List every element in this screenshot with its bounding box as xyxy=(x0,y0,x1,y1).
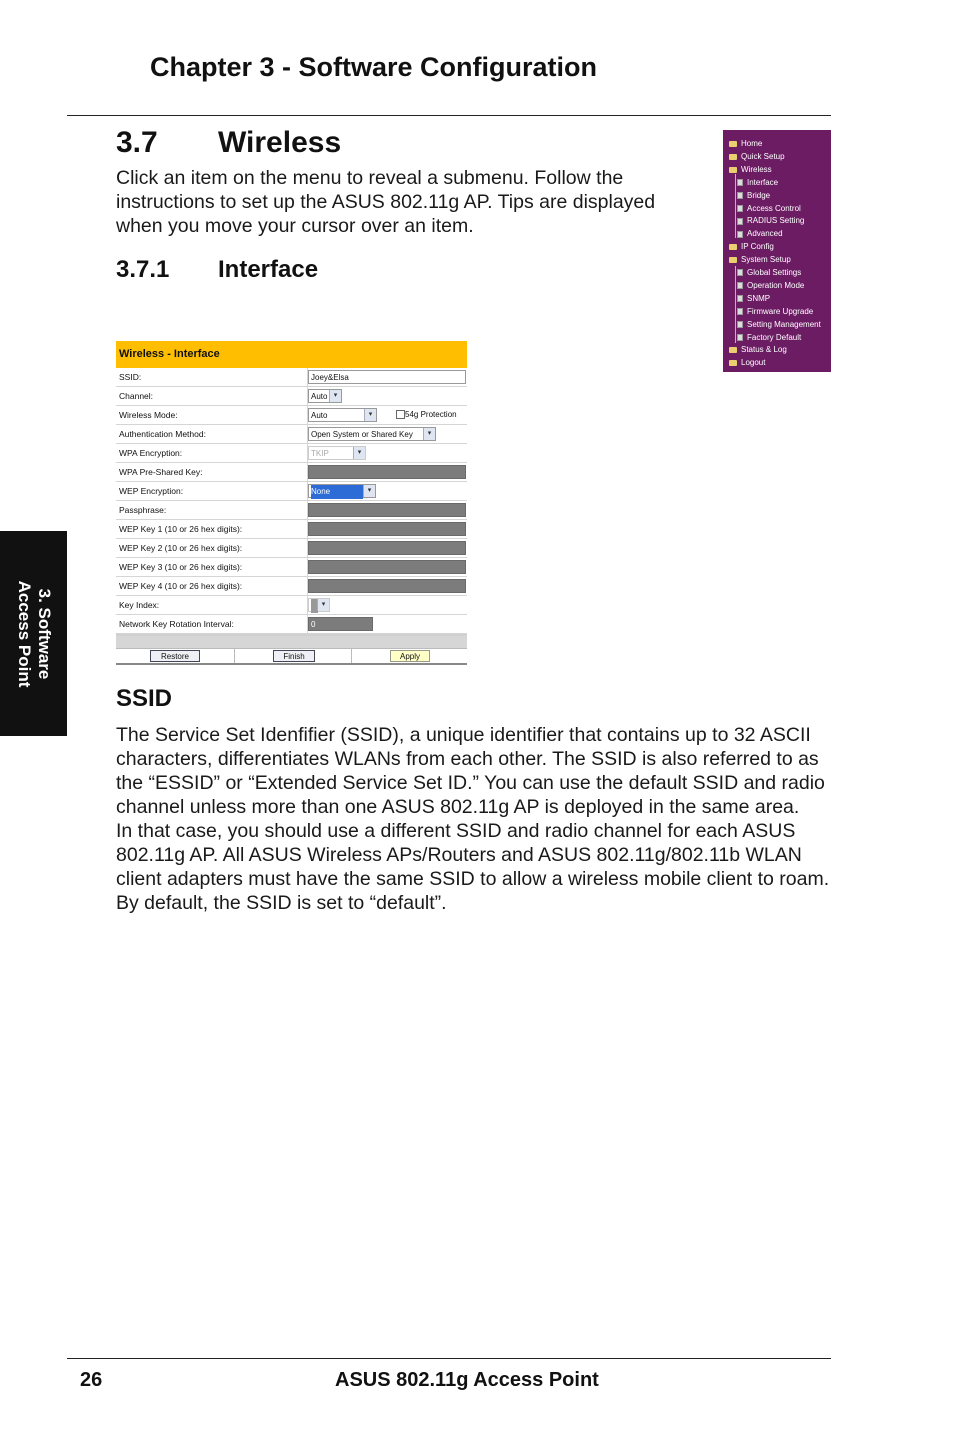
disabled-input[interactable] xyxy=(308,579,466,593)
menu-item[interactable] xyxy=(729,356,765,369)
form-row xyxy=(116,387,467,406)
page-icon xyxy=(737,218,743,225)
button-separator xyxy=(234,649,235,663)
form-row xyxy=(116,596,467,615)
menu-item-label: Wireless xyxy=(741,164,772,174)
field-value: None xyxy=(311,485,363,499)
folder-icon xyxy=(729,244,737,250)
menu-item-label: Home xyxy=(741,139,763,148)
field-label: Network Key Rotation Interval: xyxy=(119,619,234,629)
form-title: Wireless - Interface xyxy=(119,348,220,360)
restore-button[interactable]: Restore xyxy=(150,650,200,662)
form-row xyxy=(116,539,467,558)
chevron-down-icon: ▾ xyxy=(363,485,375,497)
intro-line: Click an item on the menu to reveal a submenu. Follow the xyxy=(116,167,624,189)
field-label: WEP Key 4 (10 or 26 hex digits): xyxy=(119,581,243,591)
ssid-paragraph xyxy=(116,723,829,915)
field-label: WEP Key 1 (10 or 26 hex digits): xyxy=(119,524,243,534)
ssid-line: In that case, you should use a different SSID and radio channel for each ASUS xyxy=(116,820,796,842)
protection-label: 54g Protection xyxy=(405,410,457,419)
subsection-number: 3.7.1 xyxy=(116,256,170,283)
folder-icon xyxy=(729,154,737,160)
footer-rule xyxy=(67,1358,831,1359)
page-icon xyxy=(737,282,743,289)
field-value: Auto xyxy=(311,411,328,420)
disabled-input[interactable] xyxy=(308,522,466,536)
folder-icon xyxy=(729,360,737,366)
menu-item[interactable] xyxy=(729,253,791,266)
protection-checkbox[interactable] xyxy=(396,410,405,419)
field-label: Key Index: xyxy=(119,600,160,610)
form-row xyxy=(116,482,467,501)
rotation-interval-input[interactable] xyxy=(308,617,373,631)
tree-line xyxy=(735,266,736,343)
field-label: Authentication Method: xyxy=(119,429,206,439)
menu-item-label: Bridge xyxy=(747,190,771,200)
side-tab-line: 3. Software xyxy=(34,588,54,679)
form-row xyxy=(116,406,467,425)
tree-line xyxy=(735,174,736,238)
menu-item[interactable] xyxy=(729,137,762,150)
menu-item-label: Access Control xyxy=(747,203,801,213)
intro-line: when you move your cursor over an item. xyxy=(116,215,474,237)
wep-encryption-select[interactable] xyxy=(308,484,376,498)
wireless-interface-form xyxy=(116,341,467,665)
menu-item-label: RADIUS Setting xyxy=(747,216,805,226)
field-label: WPA Pre-Shared Key: xyxy=(119,467,203,477)
wpa-encryption-select[interactable] xyxy=(308,446,366,460)
field-label: WEP Key 3 (10 or 26 hex digits): xyxy=(119,562,243,572)
menu-item[interactable] xyxy=(737,331,801,344)
ssid-line: The Service Set Idenfifier (SSID), a unique identifier that contains up to 32 ASCII xyxy=(116,724,811,746)
menu-item-label: SNMP xyxy=(747,293,771,303)
subsection-title: Interface xyxy=(218,256,319,283)
page-icon xyxy=(737,205,743,212)
page-icon xyxy=(737,269,743,276)
menu-item[interactable] xyxy=(737,214,804,227)
field-label: WEP Encryption: xyxy=(119,486,184,496)
menu-item-label: Quick Setup xyxy=(741,151,785,161)
form-row xyxy=(116,425,467,444)
form-row xyxy=(116,615,467,634)
menu-item[interactable] xyxy=(737,292,770,305)
field-label: SSID: xyxy=(119,372,142,382)
field-label: WEP Key 2 (10 or 26 hex digits): xyxy=(119,543,243,553)
chevron-down-icon: ▾ xyxy=(329,390,341,402)
section-title: Wireless xyxy=(218,126,342,159)
page-icon xyxy=(737,308,743,315)
field-value: 1 xyxy=(311,599,318,613)
menu-item-label: Interface xyxy=(747,177,779,187)
chapter-title: Chapter 3 - Software Configuration xyxy=(150,52,598,82)
menu-item[interactable] xyxy=(729,240,774,253)
folder-icon xyxy=(729,167,737,173)
menu-item-label: IP Config xyxy=(741,242,774,252)
page-number: 26 xyxy=(80,1369,103,1391)
form-row xyxy=(116,463,467,482)
ssid-line: characters, differentiates WLANs from each other. The SSID is also referred to as xyxy=(116,748,819,770)
folder-icon xyxy=(729,257,737,263)
field-value: Joey&Elsa xyxy=(311,373,349,382)
menu-item[interactable] xyxy=(737,202,801,215)
page-icon xyxy=(737,231,743,238)
intro-paragraph xyxy=(116,166,655,238)
chevron-down-icon: ▾ xyxy=(353,447,365,459)
form-title-bar xyxy=(116,341,467,368)
footer-title: ASUS 802.11g Access Point xyxy=(335,1369,599,1391)
field-value: Auto xyxy=(311,392,328,401)
disabled-input[interactable] xyxy=(308,541,466,555)
menu-item-label: Factory Default xyxy=(747,332,802,342)
menu-item[interactable] xyxy=(729,163,772,176)
ssid-heading: SSID xyxy=(116,685,173,712)
field-label: WPA Encryption: xyxy=(119,448,183,458)
wireless-mode-select[interactable] xyxy=(308,408,377,422)
form-row xyxy=(116,501,467,520)
menu-item-label: Firmware Upgrade xyxy=(747,306,814,316)
button-row xyxy=(116,648,467,665)
folder-icon xyxy=(729,141,737,147)
field-label: Channel: xyxy=(119,391,154,401)
field-value: 0 xyxy=(311,620,316,629)
chapter-side-tab xyxy=(0,531,67,736)
menu-item-label: Global Settings xyxy=(747,268,802,277)
chevron-down-icon: ▾ xyxy=(364,409,376,421)
button-separator xyxy=(351,649,352,663)
chevron-down-icon: ▾ xyxy=(317,599,329,611)
form-row xyxy=(116,368,467,387)
side-tab-text xyxy=(14,580,54,687)
key-index-select[interactable] xyxy=(308,598,330,612)
folder-icon xyxy=(729,347,737,353)
form-row xyxy=(116,520,467,539)
channel-select[interactable] xyxy=(308,389,342,403)
menu-item[interactable] xyxy=(729,150,785,163)
menu-item[interactable] xyxy=(737,176,778,189)
page-icon xyxy=(737,334,743,341)
page-icon xyxy=(737,179,743,186)
form-row xyxy=(116,577,467,596)
field-label: Passphrase: xyxy=(119,505,167,515)
menu-item[interactable] xyxy=(729,343,787,356)
menu-item-label: Logout xyxy=(741,358,766,368)
disabled-input[interactable] xyxy=(308,560,466,574)
menu-item[interactable] xyxy=(737,227,783,240)
nav-menu xyxy=(723,130,831,372)
menu-item-label: System Setup xyxy=(741,255,791,265)
menu-item-label: Advanced xyxy=(747,229,783,239)
page-icon xyxy=(737,321,743,328)
side-tab-line: Access Point xyxy=(14,580,34,687)
field-value: Open System or Shared Key xyxy=(311,430,413,439)
intro-line: instructions to set up the ASUS 802.11g AP. Tips are displayed xyxy=(116,191,656,213)
apply-button[interactable]: Apply xyxy=(390,650,430,662)
ssid-line: client adapters must have the same SSID to allow a wireless mobile client to roam. xyxy=(116,868,830,890)
ssid-line: By default, the SSID is set to “default”. xyxy=(116,892,447,914)
finish-button[interactable]: Finish xyxy=(273,650,315,662)
menu-item[interactable] xyxy=(737,266,801,279)
auth-method-select[interactable] xyxy=(308,427,436,441)
disabled-input[interactable] xyxy=(308,503,466,517)
menu-item-label: Status & Log xyxy=(741,345,787,355)
form-spacer xyxy=(116,636,467,648)
ssid-line: channel unless more than one ASUS 802.11g AP is deployed in the same area. xyxy=(116,796,800,818)
form-row xyxy=(116,444,467,463)
ssid-line: 802.11g AP. All ASUS Wireless APs/Routers and ASUS 802.11g/802.11b WLAN xyxy=(116,844,802,866)
menu-item[interactable] xyxy=(737,189,770,202)
menu-item-label: Setting Management xyxy=(747,319,821,329)
page-icon xyxy=(737,192,743,199)
field-value: TKIP xyxy=(311,449,329,458)
menu-item[interactable] xyxy=(737,279,804,292)
ssid-line: the “ESSID” or “Extended Service Set ID.” You can use the default SSID and radio xyxy=(116,772,825,794)
section-number: 3.7 xyxy=(116,126,158,159)
ssid-input[interactable] xyxy=(308,370,466,384)
disabled-input[interactable] xyxy=(308,465,466,479)
chevron-down-icon: ▾ xyxy=(423,428,435,440)
page-icon xyxy=(737,295,743,302)
menu-item[interactable] xyxy=(737,305,813,318)
header-rule xyxy=(67,115,831,116)
menu-item-label: Operation Mode xyxy=(747,280,805,290)
menu-item[interactable] xyxy=(737,318,821,331)
field-label: Wireless Mode: xyxy=(119,410,178,420)
form-row xyxy=(116,558,467,577)
